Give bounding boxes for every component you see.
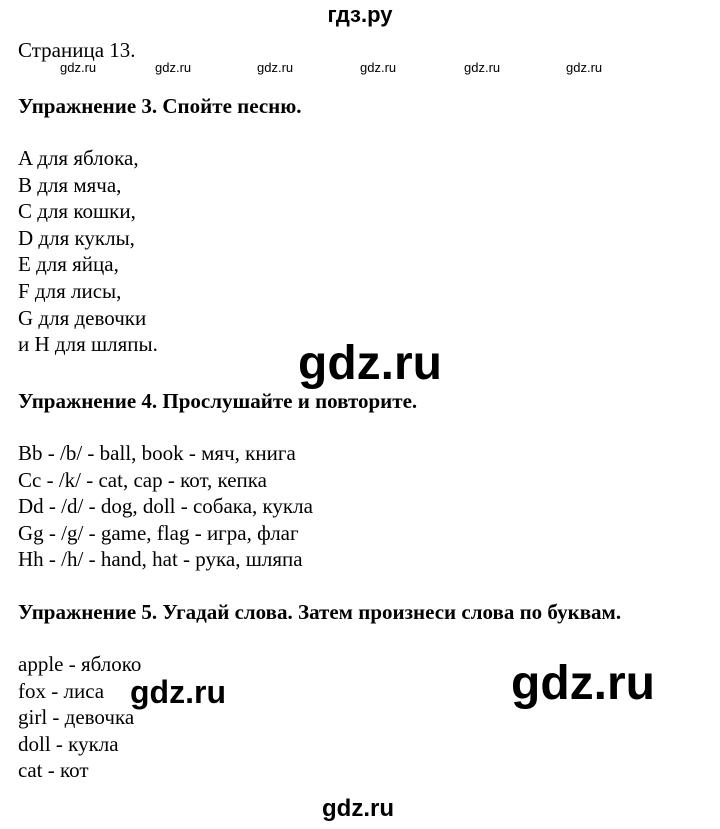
exercise-4-heading: Упражнение 4. Прослушайте и повторите. xyxy=(18,389,418,413)
list-item: fox - лиса xyxy=(18,678,105,703)
list-item: Dd - /d/ - dog, doll - собака, кукла xyxy=(18,494,313,519)
list-item: B для мяча, xyxy=(18,172,122,197)
list-item: A для яблока, xyxy=(18,146,139,170)
list-item: E для яйца, xyxy=(18,252,119,277)
exercise-3-heading: Упражнение 3. Спойте песню. xyxy=(18,94,302,118)
watermark-right: gdz.ru xyxy=(511,657,655,710)
watermark-small: gdz.ru xyxy=(257,60,294,75)
list-item: и H для шляпы. xyxy=(18,332,158,357)
watermark-center: gdz.ru xyxy=(298,337,442,390)
watermark-small: gdz.ru xyxy=(464,60,501,75)
exercise-5-heading: Упражнение 5. Угадай слова. Затем произнеси слова по буквам. xyxy=(18,600,622,624)
list-item: F для лисы, xyxy=(18,278,122,303)
list-item: D для куклы, xyxy=(18,225,135,250)
watermark-small: gdz.ru xyxy=(360,60,397,75)
list-item: apple - яблоко xyxy=(18,652,142,676)
list-item: doll - кукла xyxy=(18,731,119,756)
watermark-footer: gdz.ru xyxy=(322,795,394,822)
watermark-small: gdz.ru xyxy=(155,60,192,75)
watermark-left: gdz.ru xyxy=(130,674,226,710)
exercise-5-lines xyxy=(18,651,141,784)
site-title: гдз.ру xyxy=(327,2,393,27)
list-item: cat - кот xyxy=(18,758,89,782)
exercise-4-lines xyxy=(18,440,313,573)
list-item: G для девочки xyxy=(18,305,147,330)
list-item: Hh - /h/ - hand, hat - рука, шляпа xyxy=(18,547,303,572)
list-item: Gg - /g/ - game, flag - игра, флаг xyxy=(18,520,299,545)
page-label: Страница 13. xyxy=(18,38,136,62)
list-item: Cc - /k/ - cat, cap - кот, кепка xyxy=(18,467,267,492)
watermark-small: gdz.ru xyxy=(566,60,603,75)
exercise-3-lines xyxy=(18,145,158,358)
watermark-small: gdz.ru xyxy=(60,60,97,75)
list-item: Bb - /b/ - ball, book - мяч, книга xyxy=(18,441,296,465)
list-item: girl - девочка xyxy=(18,705,135,729)
list-item: C для кошки, xyxy=(18,199,136,224)
